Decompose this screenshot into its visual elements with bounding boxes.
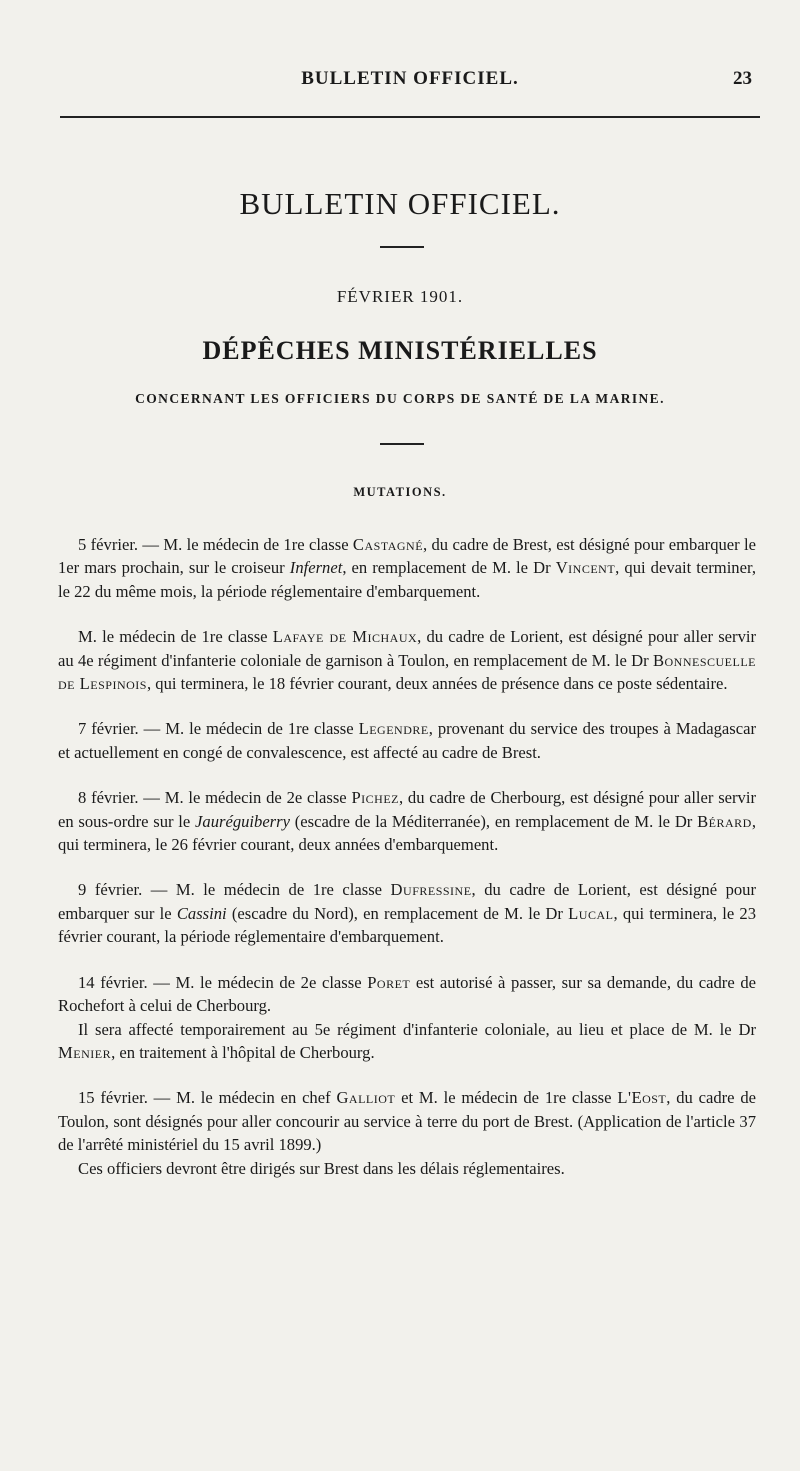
entry-text: 9 février. — M. le médecin de 1re classe (78, 880, 391, 900)
person-name: Castagné (352, 535, 424, 554)
person-name: Lafaye de Michaux (272, 627, 418, 647)
entry-15-fevrier-suite (58, 1157, 756, 1180)
ship-name: Cassini (176, 903, 227, 923)
entry-text: 15 février. — M. le médecin en chef (78, 1088, 337, 1108)
entry-14-fevrier-suite (58, 1018, 756, 1065)
ship-name: Infernet (289, 558, 343, 578)
person-name: L'Eost (617, 1088, 667, 1108)
entry-7-fevrier (58, 717, 756, 764)
ship-name: Jauréguiberry (195, 811, 290, 831)
entry-text: , du cadre de Lorient, est désigné pour aller servir au 4e régiment d'infanterie coloniale de garnison à Toulon, en remplacement de M. le Dr (58, 627, 757, 670)
person-name: Pichez (351, 788, 399, 808)
entry-text: , provenant du service des troupes à Madagascar et actuellement en congé de convalescence, est affecté au cadre de Brest. (58, 719, 757, 762)
header-rule (60, 116, 760, 118)
person-name: Poret (367, 972, 411, 992)
section-subtitle: CONCERNANT LES OFFICIERS DU CORPS DE SANTÉ DE LA MARINE. (135, 391, 665, 406)
entry-text: (escadre du Nord), en remplacement de M. le Dr (226, 903, 569, 923)
entry-text: , du cadre de Lorient, est désigné pour embarquer sur le (58, 880, 757, 923)
entry-text: 8 février. — M. le médecin de 2e classe (78, 788, 352, 808)
entry-5-fevrier (58, 533, 756, 603)
entry-lafaye (58, 625, 756, 695)
page-title: BULLETIN OFFICIEL. (239, 186, 561, 221)
entry-text: , qui devait terminer, le 22 du même mois, la période réglementaire d'embarquement. (58, 558, 756, 601)
entry-text: , qui terminera, le 23 février courant, la période réglementaire d'embarquement. (58, 903, 756, 947)
entry-text: 14 février. — M. le médecin de 2e classe (78, 972, 368, 992)
entry-text: , du cadre de Brest, est désigné pour embarquer le 1er mars prochain, sur le croiseur (58, 535, 757, 578)
entry-text: 5 février. — M. le médecin de 1re classe (78, 535, 353, 554)
entry-text: 7 février. — M. le médecin de 1re classe (78, 719, 359, 739)
entry-15-fevrier (58, 1086, 756, 1156)
person-name: Legendre (358, 719, 429, 739)
person-name: Menier (58, 1042, 112, 1062)
entry-9-fevrier (58, 878, 756, 948)
entry-text: et M. le médecin de 1re classe (395, 1088, 618, 1108)
entry-text: (escadre de la Méditerranée), en remplacement de M. le Dr (289, 811, 698, 831)
person-name: Lucal (568, 903, 614, 923)
entry-text: Ces officiers devront être dirigés sur Brest dans les délais réglementaires. (78, 1158, 565, 1178)
entry-text: , du cadre de Toulon, sont désignés pour aller concourir au service à terre du port de Brest. (Application de l'article 37 de l'arrêté ministériel du 15 avril 1899.) (58, 1088, 757, 1155)
person-name: Galliot (336, 1088, 396, 1108)
issue-date: FÉVRIER 1901. (336, 287, 464, 306)
person-name: Bonnescuelle de Lespinois (58, 650, 756, 694)
mutation-entries (58, 533, 756, 1202)
entry-text: M. le médecin de 1re classe (78, 627, 273, 647)
entry-text: , qui terminera, le 26 février courant, deux années d'embarquement. (58, 811, 756, 855)
person-name: Bérard (697, 811, 752, 831)
entry-8-fevrier (58, 786, 756, 856)
person-name: Dufressine (390, 880, 472, 900)
running-title: BULLETIN OFFICIEL. (301, 68, 519, 89)
person-name: Vincent (555, 558, 616, 578)
entry-text: , en traitement à l'hôpital de Cherbourg. (111, 1042, 375, 1062)
entry-text: , qui terminera, le 18 février courant, deux années de présence dans ce poste sédentaire. (146, 674, 728, 694)
section-title: DÉPÊCHES MINISTÉRIELLES (202, 336, 598, 365)
title-divider (380, 246, 424, 248)
entry-text: Il sera affecté temporairement au 5e régiment d'infanterie coloniale, au lieu et place de M. le Dr (78, 1019, 756, 1039)
entry-text: est autorisé à passer, sur sa demande, du cadre de Rochefort à celui de Cherbourg. (58, 972, 756, 1016)
mutations-heading: MUTATIONS. (353, 485, 447, 499)
entry-text: , en remplacement de M. le Dr (342, 558, 556, 578)
entry-14-fevrier (58, 971, 756, 1018)
section-divider (380, 443, 424, 445)
page-number: 23 (733, 68, 752, 89)
running-header (60, 68, 760, 98)
entry-text: , du cadre de Cherbourg, est désigné pour aller servir en sous-ordre sur le (58, 788, 756, 831)
